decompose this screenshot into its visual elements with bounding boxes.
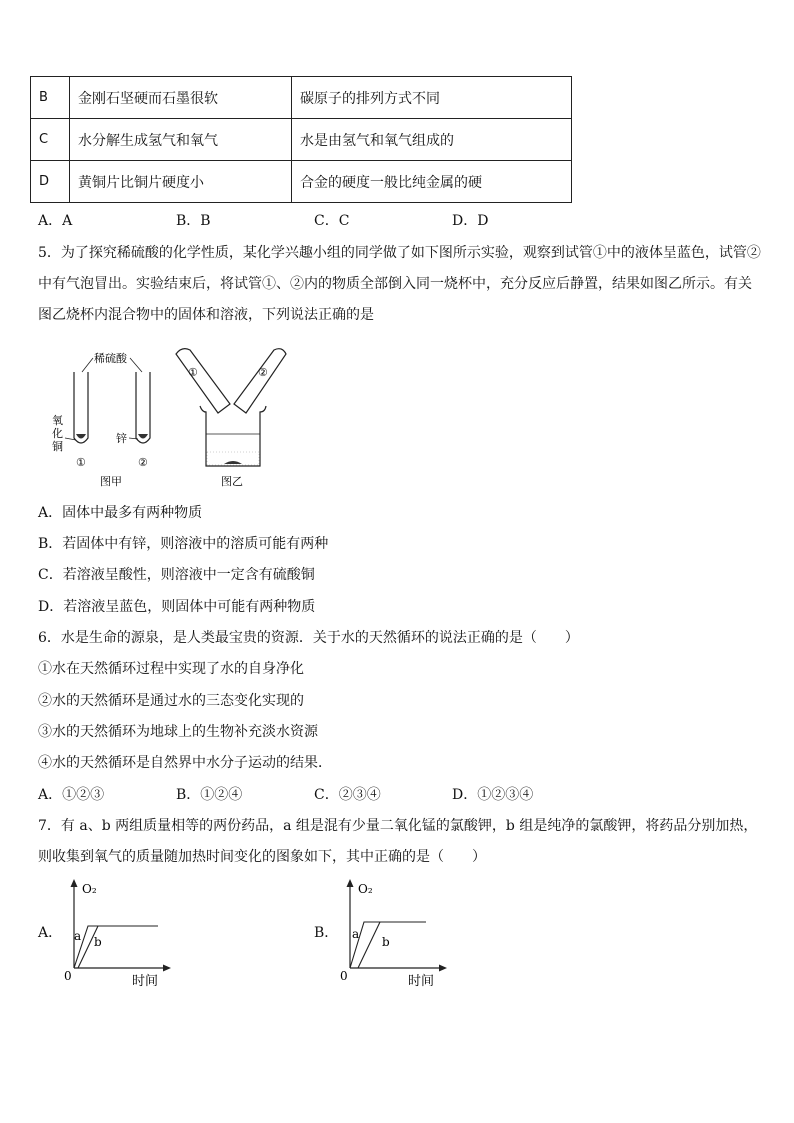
q5-choice-d[interactable]: D．若溶液呈蓝色，则固体中可能有两种物质: [38, 599, 316, 615]
q7-stem-line-1: 7．有 a、b 两组质量相等的两份药品，a 组是混有少量二氧化锰的氯酸钾，b 组是纯净的氯酸钾，将药品分别加热，: [38, 818, 758, 834]
line-a-label: a: [74, 929, 82, 943]
q4-choice-a[interactable]: A．A: [38, 213, 73, 229]
x-axis-label: 时间: [132, 974, 159, 988]
q5-choice-a[interactable]: A．固体中最多有两种物质: [38, 505, 203, 521]
test-tube-2: [136, 372, 150, 443]
beaker: [200, 406, 266, 466]
q6-statement-3: ③水的天然循环为地球上的生物补充淡水资源: [38, 724, 318, 740]
table-row: [31, 77, 572, 119]
test-tube-1: [74, 372, 88, 443]
q5-choice-c[interactable]: C．若溶液呈酸性，则溶液中一定含有硫酸铜: [38, 567, 315, 583]
q5-stem-line-2: 中有气泡冒出。实验结束后，将试管①、②内的物质全部倒入同一烧杯中，充分反应后静置，结果如图乙所示。有关: [38, 276, 752, 292]
q7-graph-a: [58, 876, 188, 988]
phenomenon-cell: 金刚石坚硬而石墨很软: [70, 77, 292, 119]
q5-choice-b[interactable]: B．若固体中有锌，则溶液中的溶质可能有两种: [38, 536, 329, 552]
q4-choice-c[interactable]: C．C: [314, 213, 350, 229]
origin-label: 0: [64, 969, 72, 983]
row-label: D: [31, 161, 70, 203]
explanation-cell: 碳原子的排列方式不同: [292, 77, 572, 119]
line-b-label: b: [382, 935, 390, 949]
q5-stem-line-1: 5．为了探究稀硫酸的化学性质，某化学兴趣小组的同学做了如下图所示实验，观察到试管①中的液体呈蓝色，试管②: [38, 245, 761, 261]
line-b-label: b: [94, 935, 102, 949]
y-axis-label: O₂: [82, 882, 97, 896]
q5-stem-line-3: 图乙烧杯内混合物中的固体和溶液，下列说法正确的是: [38, 307, 374, 323]
q6-statement-2: ②水的天然循环是通过水的三态变化实现的: [38, 693, 304, 709]
q4-choice-d[interactable]: D．D: [452, 213, 489, 229]
oxide-label-3: 铜: [52, 440, 63, 453]
explanation-cell: 水是由氢气和氧气组成的: [292, 119, 572, 161]
q6-choice-d[interactable]: D．①②③④: [452, 787, 534, 803]
figure-a-caption: 图甲: [100, 475, 122, 488]
figure-b-caption: 图乙: [221, 475, 243, 488]
q7-graph-b: [334, 876, 464, 988]
q6-choice-c[interactable]: C．②③④: [314, 787, 381, 803]
x-axis-arrow: [439, 965, 447, 972]
y-axis-arrow: [71, 879, 78, 887]
phenomenon-cell: 黄铜片比铜片硬度小: [70, 161, 292, 203]
q4-choice-b[interactable]: B．B: [176, 213, 211, 229]
y-axis-arrow: [347, 879, 354, 887]
acid-label: 稀硫酸: [94, 352, 127, 365]
q6-stem: 6．水是生命的源泉，是人类最宝贵的资源．关于水的天然循环的说法正确的是（ ）: [38, 630, 579, 646]
experiment-figure: [40, 342, 310, 490]
line-b: [358, 922, 380, 968]
row-label: B: [31, 77, 70, 119]
option-table: [30, 76, 572, 203]
row-label: C: [31, 119, 70, 161]
x-axis-label: 时间: [408, 974, 435, 988]
oxide-label-1: 氧: [52, 414, 63, 427]
q7-stem-line-2: 则收集到氧气的质量随加热时间变化的图象如下，其中正确的是（ ）: [38, 849, 486, 865]
y-axis-label: O₂: [358, 882, 373, 896]
tilted-tube-1-label: ①: [188, 366, 198, 379]
line-a-label: a: [352, 927, 360, 941]
zinc-label: 锌: [116, 432, 127, 445]
table-row: [31, 119, 572, 161]
phenomenon-cell: 水分解生成氢气和氧气: [70, 119, 292, 161]
tilted-tube-1: [176, 349, 230, 413]
q6-choice-b[interactable]: B．①②④: [176, 787, 243, 803]
q6-choice-a[interactable]: A．①②③: [38, 787, 105, 803]
q7-choice-a-label[interactable]: A．: [38, 925, 63, 941]
tube-1-label: ①: [76, 456, 86, 469]
line-a: [74, 926, 158, 968]
tube-2-label: ②: [138, 456, 148, 469]
origin-label: 0: [340, 969, 348, 983]
tilted-tube-2: [234, 349, 286, 413]
tilted-tube-2-label: ②: [258, 366, 268, 379]
q7-choice-b-label[interactable]: B．: [314, 925, 339, 941]
q6-statement-1: ①水在天然循环过程中实现了水的自身净化: [38, 661, 304, 677]
acid-pointer-right: [130, 358, 142, 372]
x-axis-arrow: [163, 965, 171, 972]
oxide-label-2: 化: [52, 427, 63, 440]
acid-pointer-left: [82, 358, 93, 372]
q6-statement-4: ④水的天然循环是自然界中水分子运动的结果．: [38, 755, 332, 771]
explanation-cell: 合金的硬度一般比纯金属的硬: [292, 161, 572, 203]
table-row: [31, 161, 572, 203]
